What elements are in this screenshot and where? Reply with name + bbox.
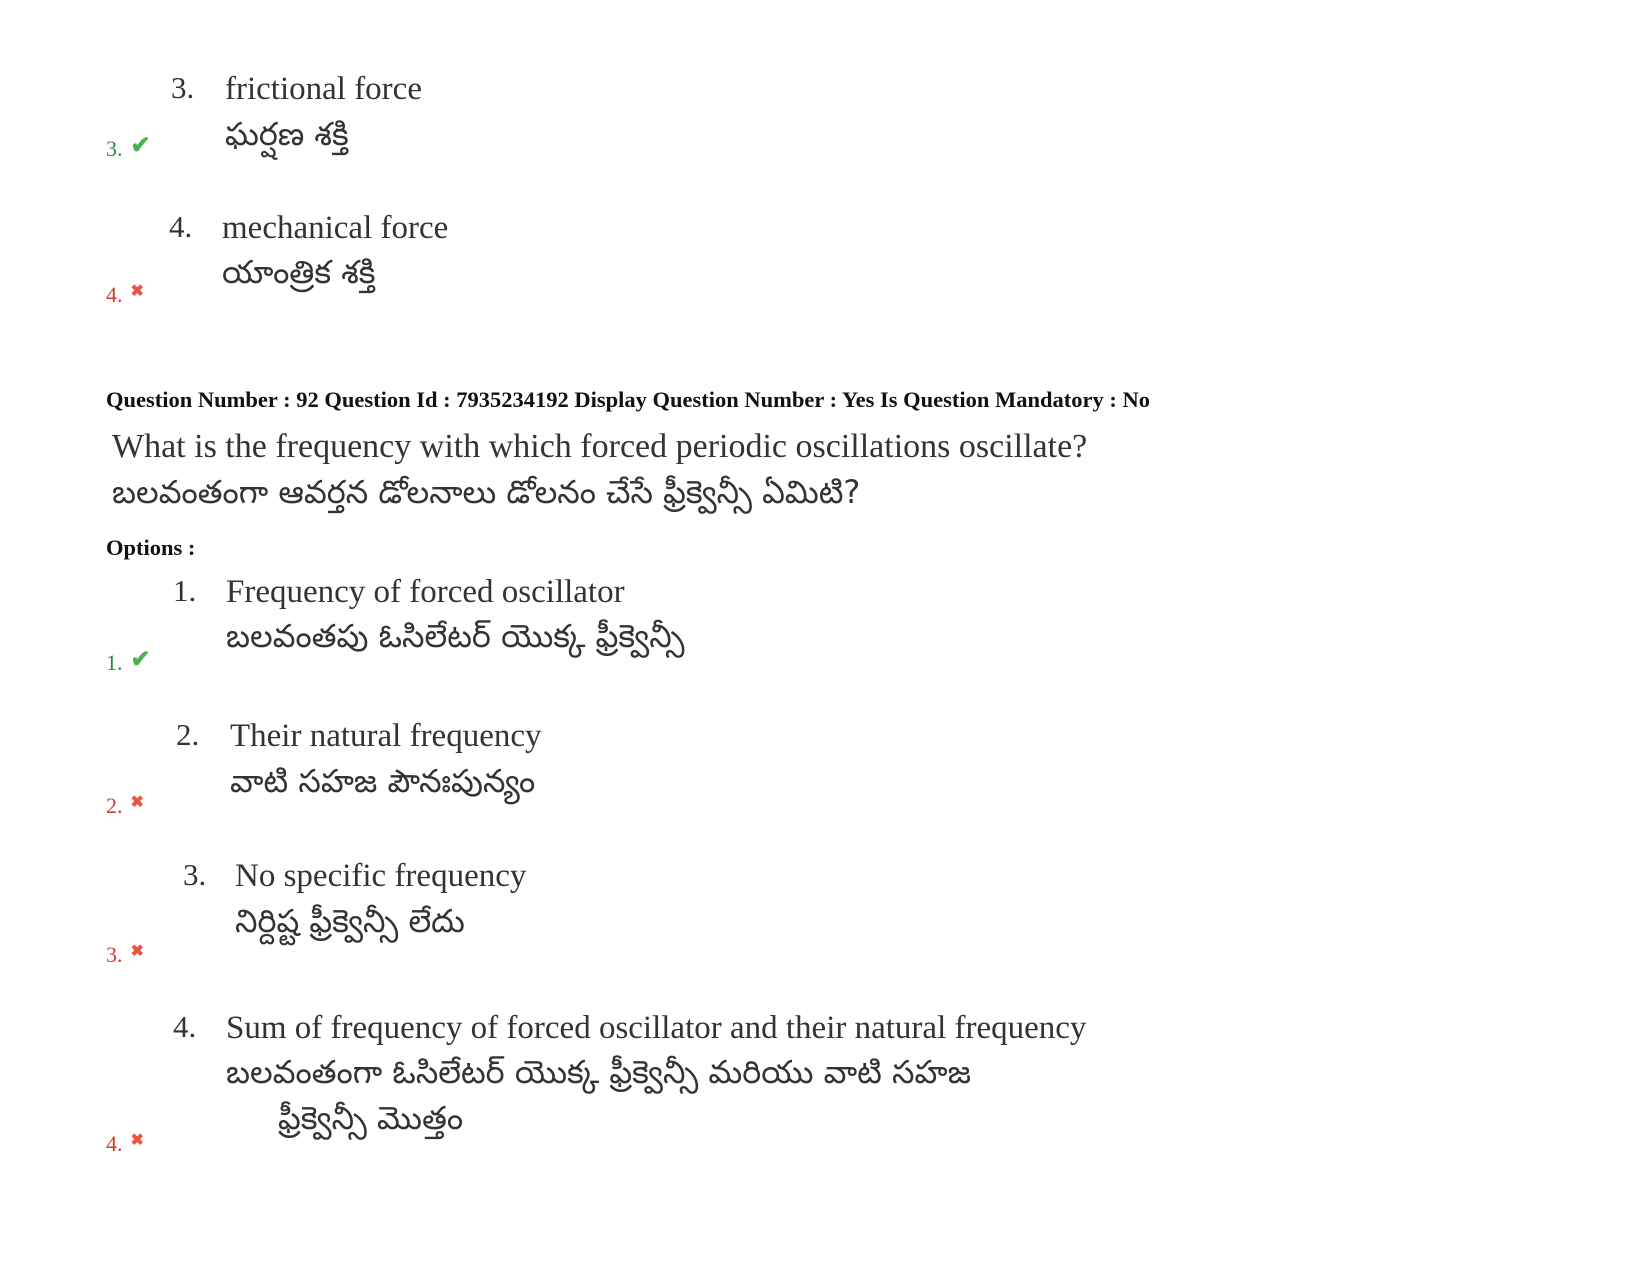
option-text-te: బలవంతంగా ఓసిలేటర్ యొక్క ఫ్రీక్వెన్సీ మరియు వాటి సహజ [226, 1053, 971, 1091]
option-number: 2. [176, 717, 200, 752]
option-number: 1. [173, 573, 197, 608]
option-text-te: వాటి సహజ పౌనఃపున్యం [230, 762, 536, 800]
option-number: 4. [173, 1009, 197, 1044]
option-text-te: ఘర్షణ శక్తి [225, 115, 349, 153]
answer-marker: 3. ✖ [106, 942, 144, 967]
option-text-te: బలవంతపు ఓసిలేటర్ యొక్క ఫ్రీక్వెన్సీ [226, 617, 685, 655]
option-number: 3. [171, 70, 195, 105]
cross-icon: ✖ [130, 283, 144, 300]
option-text-te: నిర్దిష్ట ఫ్రీక్వెన్సీ లేదు [235, 902, 465, 940]
options-label: Options : [106, 535, 196, 560]
answer-marker: 1. ✔ [106, 647, 151, 675]
option-text-en: No specific frequency [235, 858, 527, 894]
option-text-en: mechanical force [222, 210, 449, 246]
question-text-te: బలవంతంగా ఆవర్తన డోలనాలు డోలనం చేసే ఫ్రీక్వెన్సీ ఏమిటి? [112, 473, 861, 511]
option-text-te-continued: ఫ్రీక్వెన్సీ మొత్తం [278, 1099, 464, 1137]
option-number: 3. [183, 857, 207, 892]
option-text-en: frictional force [225, 71, 422, 107]
question-meta: Question Number : 92 Question Id : 7935234192 Display Question Number : Yes Is Question Mandatory : No [106, 387, 1151, 412]
option-text-te: యాంత్రిక శక్తి [222, 253, 376, 291]
check-icon: ✔ [130, 133, 151, 159]
answer-marker: 4. ✖ [106, 282, 144, 307]
cross-icon: ✖ [130, 1132, 144, 1149]
answer-marker: 3. ✔ [106, 133, 151, 161]
question-text-en: What is the frequency with which forced periodic oscillations oscillate? [112, 428, 1088, 465]
option-text-en: Their natural frequency [230, 718, 542, 754]
cross-icon: ✖ [130, 794, 144, 811]
option-number: 4. [169, 209, 193, 244]
check-icon: ✔ [130, 647, 151, 673]
option-text-en: Sum of frequency of forced oscillator and their natural frequency [226, 1010, 1087, 1046]
cross-icon: ✖ [130, 943, 144, 960]
answer-marker: 4. ✖ [106, 1131, 144, 1156]
answer-marker: 2. ✖ [106, 793, 144, 818]
option-text-en: Frequency of forced oscillator [226, 574, 625, 610]
